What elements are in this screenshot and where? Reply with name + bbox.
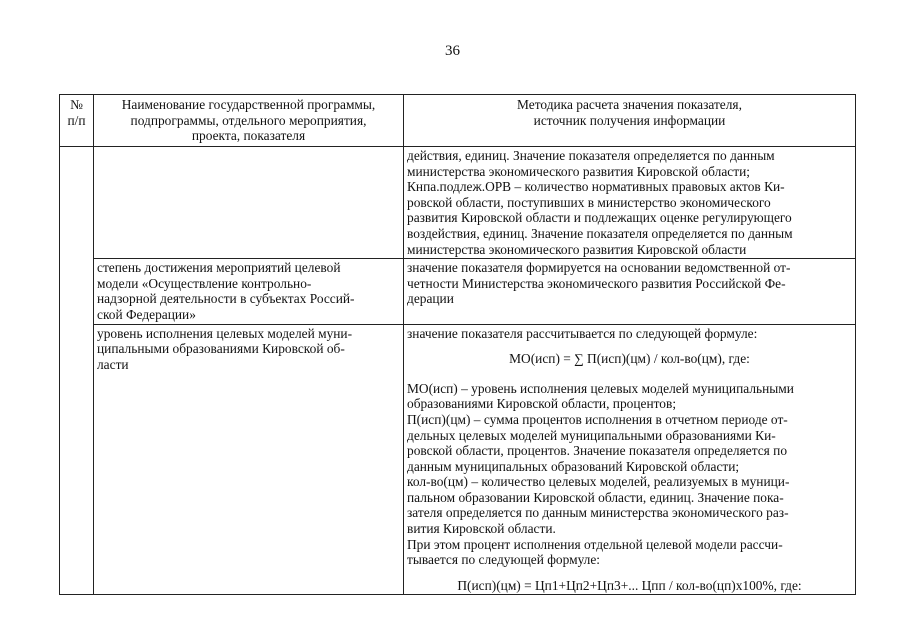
formula-mo-isp: МО(исп) = ∑ П(исп)(цм) / кол-во(цм), где:	[509, 351, 750, 367]
table-header-row	[60, 95, 856, 147]
table-row	[60, 147, 856, 259]
row2-method-cell: значение показателя формируется на основании ведомственной от- четности Министерства экономического развития Российской Фе- дерации	[404, 259, 856, 324]
row2-name-cell: степень достижения мероприятий целевой модели «Осуществление контрольно- надзорной деятельности в субъектах Россий- ской Федерации»	[94, 259, 404, 324]
indicator-table	[59, 94, 856, 595]
header-method: Методика расчета значения показателя, источник получения информации	[404, 95, 856, 147]
header-number: № п/п	[60, 95, 94, 147]
row-number-cell	[60, 147, 94, 595]
table-row	[60, 259, 856, 324]
row1-name-cell	[94, 147, 404, 259]
header-name: Наименование государственной программы, подпрограммы, отдельного мероприятия, проекта, показателя	[94, 95, 404, 147]
method-intro: значение показателя рассчитывается по следующей формуле:	[407, 325, 758, 341]
page-number: 36	[445, 43, 460, 59]
row3-method-cell: значение показателя рассчитывается по следующей формуле: МО(исп) = ∑ П(исп)(цм) / кол-во(цм), где: МО(исп) – уровень исполнения целевых моделей муниципальными образованиями Кировской области, процентов; П(исп)(цм) – сумма процентов исполнения в отчетном периоде от- дельных целевых моделей муниципальными образованиями Ки- ровской области, процентов. Значение показателя определяется по данным муниципальных образований Кировской области; кол-во(цм) – количество целевых моделей, реализуемых в муници- пальном образовании Кировской области, единиц. Значение пока- зателя определяется по данным министерства экономического раз- вития Кировской области. При этом процент исполнения отдельной целевой модели рассчи- тывается по следующей формуле: П(исп)(цм) = Цп1+Цп2+Цп3+... Цпп / кол-во(цп)х100%, где:	[404, 324, 856, 595]
table-row	[60, 324, 856, 595]
formula-p-isp-cm: П(исп)(цм) = Цп1+Цп2+Цп3+... Цпп / кол-во(цп)х100%, где:	[457, 577, 802, 593]
row1-method-cell: действия, единиц. Значение показателя определяется по данным министерства экономического развития Кировской области; Кнпа.подлеж.ОРВ – количество нормативных правовых актов Ки- ровской области, поступивших в министерство экономического развития Кировской области и подлежащих оценке регулирующего воздействия, единиц. Значение показателя определяется по данным министерства экономического развития Кировской области	[404, 147, 856, 259]
row3-name-cell: уровень исполнения целевых моделей муни- ципальными образованиями Кировской об- ласти	[94, 324, 404, 595]
